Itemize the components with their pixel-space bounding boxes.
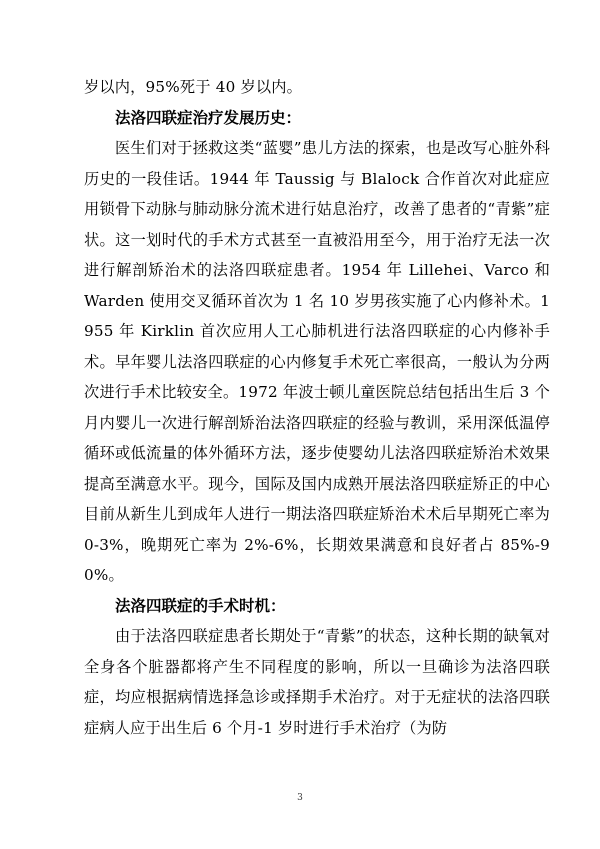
section-heading-timing: 法洛四联症的手术时机： [115, 596, 286, 615]
history-paragraph: 医生们对于拯救这类“蓝婴”患儿方法的探索，也是改写心脏外科历史的一段佳话。1944 年 Taussig 与 Blalock 合作首次对此症应用锁骨下动脉与肺动脉分流术进行姑息治疗，改善了患者的“青紫”症状。这一划时代的手术方式甚至一直被沿用至今，用于治疗无法一次进行解剖矫治术的法洛四联症患者。1954 年 Lillehei、Varco 和 Warden 使用交叉循环首次为 1 名 10 岁男孩实施了心内修补术。1955 年 Kirklin 首次应用人工心肺机进行法洛四联症的心内修补手术。早年婴儿法洛四联症的心内修复手术死亡率很高，一般认为分两次进行手术比较安全。1972 年波士顿儿童医院总结包括出生后 3 个月内婴儿一次进行解剖矫治法洛四联症的经验与教训，采用深低温停循环或低流量的体外循环方法，逐步使婴幼儿法洛四联症矫治术效果提高至满意水平。现今，国际及国内成熟开展法洛四联症矫正的中心目前从新生儿到成年人进行一期法洛四联症矫治术术后早期死亡率为 0-3%，晚期死亡率为 2%-6%，长期效果满意和良好者占 85%-90%。 [84, 139, 550, 584]
section-heading-history: 法洛四联症治疗发展历史： [115, 108, 302, 127]
document-body [84, 72, 550, 743]
continuation-text: 岁以内，95%死于 40 岁以内。 [84, 78, 303, 96]
page-number: 3 [297, 793, 303, 803]
timing-paragraph: 由于法洛四联症患者长期处于“青紫”的状态，这种长期的缺氧对全身各个脏器都将产生不同程度的影响，所以一旦确诊为法洛四联症，均应根据病情选择急诊或择期手术治疗。对于无症状的法洛四联症病人应于出生后 6 个月-1 岁时进行手术治疗（为防 [84, 627, 550, 737]
